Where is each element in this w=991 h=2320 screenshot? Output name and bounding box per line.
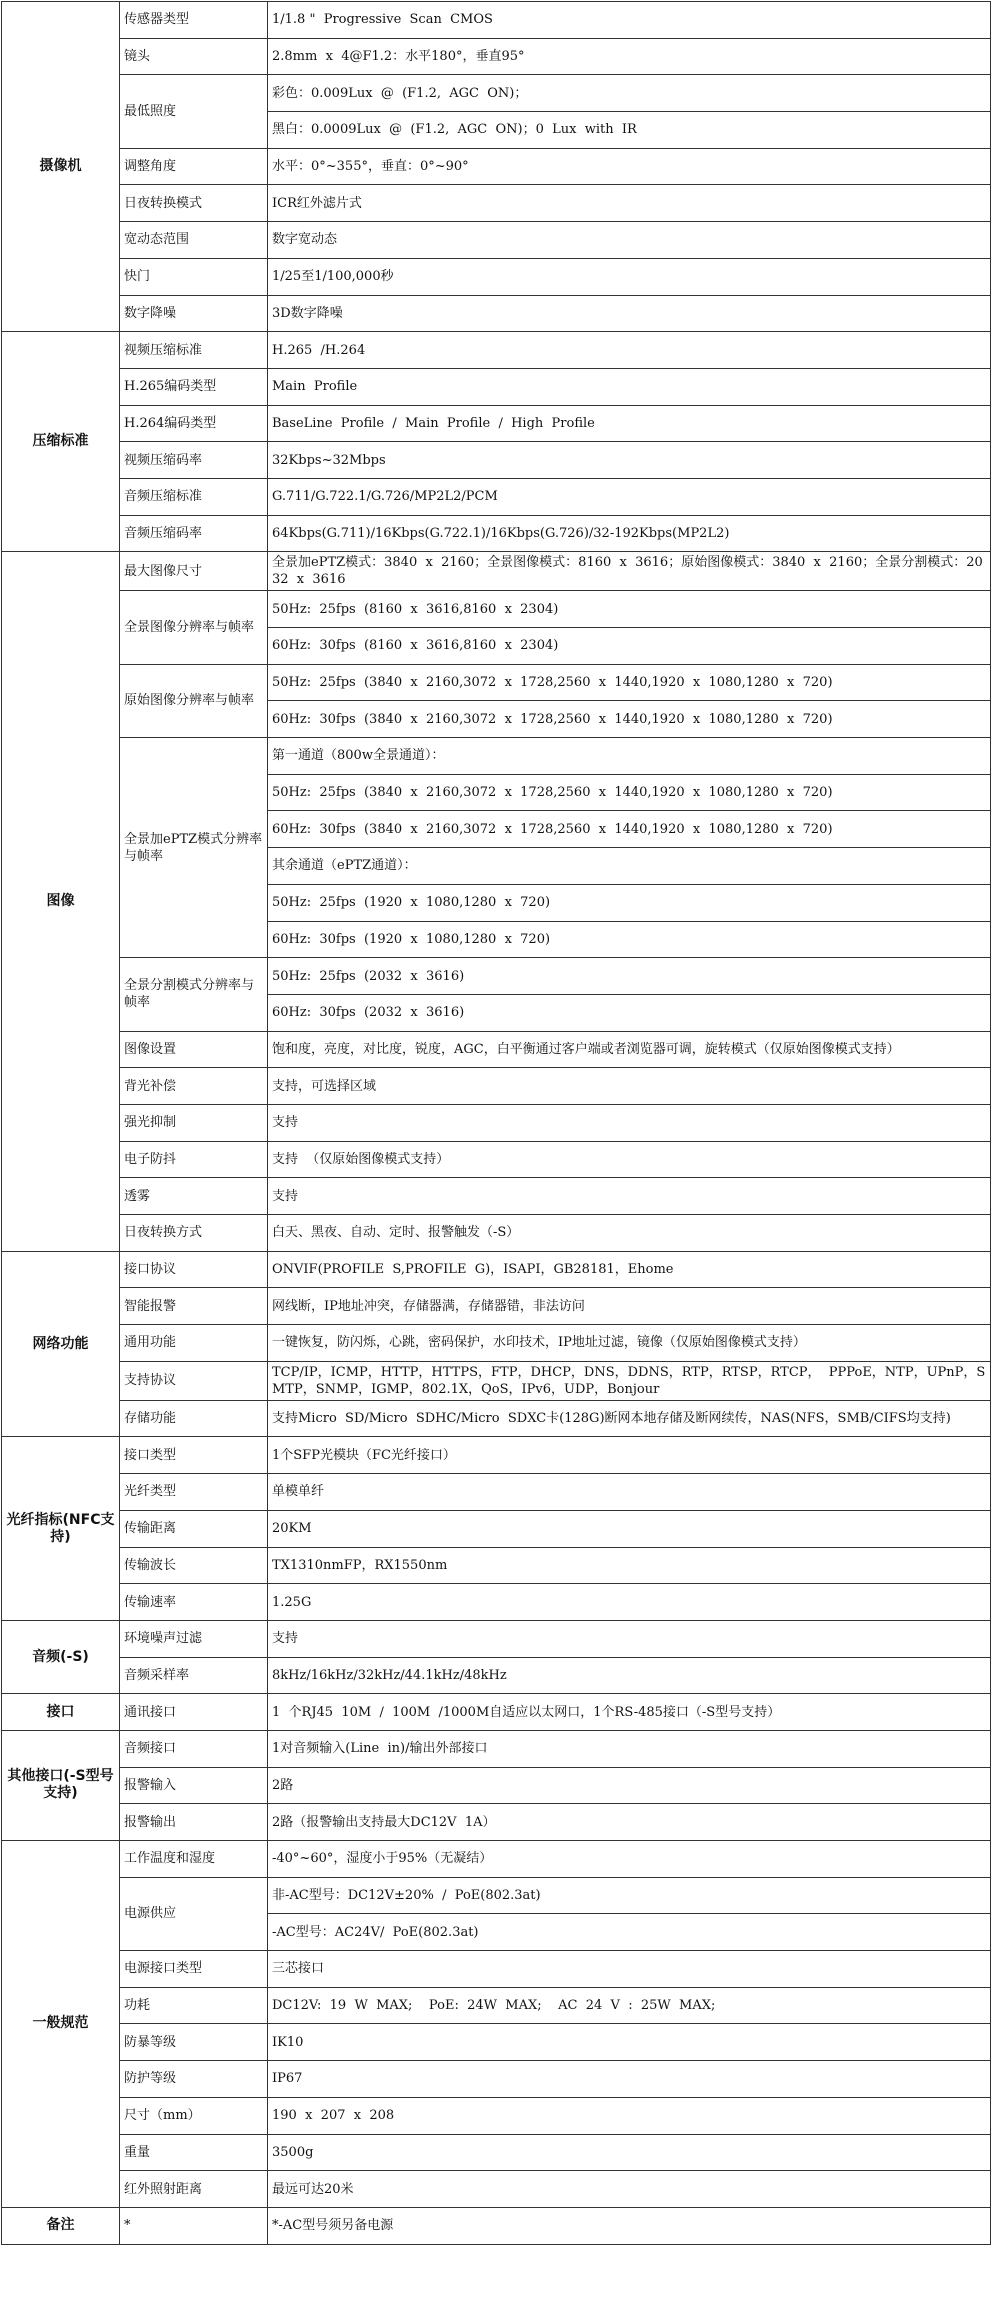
spec-row xyxy=(2,738,991,775)
spec-row xyxy=(2,1804,991,1841)
category-cell: 接口 xyxy=(2,1694,120,1731)
spec-value: ONVIF(PROFILE S,PROFILE G)，ISAPI，GB28181，Ehome xyxy=(268,1251,991,1288)
spec-value: 60Hz: 30fps (2032 x 3616) xyxy=(268,994,991,1031)
spec-label: 最大图像尺寸 xyxy=(120,552,268,591)
spec-row xyxy=(2,38,991,75)
spec-value: 1 个RJ45 10M / 100M /1000M自适应以太网口，1个RS-485接口（-S型号支持） xyxy=(268,1694,991,1731)
spec-row xyxy=(2,1767,991,1804)
spec-table xyxy=(1,1,991,2245)
spec-row xyxy=(2,591,991,628)
spec-value: -AC型号：AC24V/ PoE(802.3at) xyxy=(268,1914,991,1951)
spec-row xyxy=(2,1841,991,1878)
spec-value: 2路（报警输出支持最大DC12V 1A） xyxy=(268,1804,991,1841)
spec-value: IK10 xyxy=(268,2024,991,2061)
spec-row xyxy=(2,1584,991,1621)
spec-row xyxy=(2,2061,991,2098)
spec-label: 全景加ePTZ模式分辨率与帧率 xyxy=(120,738,268,958)
spec-label: 日夜转换模式 xyxy=(120,185,268,222)
spec-value: 2.8mm x 4@F1.2：水平180°，垂直95° xyxy=(268,38,991,75)
spec-value: 60Hz: 30fps (1920 x 1080,1280 x 720) xyxy=(268,921,991,958)
spec-value: 8kHz/16kHz/32kHz/44.1kHz/48kHz xyxy=(268,1657,991,1694)
spec-value: 32Kbps~32Mbps xyxy=(268,442,991,479)
spec-label: 电源接口类型 xyxy=(120,1951,268,1988)
spec-row xyxy=(2,1987,991,2024)
spec-value: 支持 xyxy=(268,1620,991,1657)
spec-row xyxy=(2,1877,991,1914)
spec-label: 音频压缩标准 xyxy=(120,478,268,515)
spec-label: 尺寸（mm） xyxy=(120,2097,268,2134)
spec-value: 支持Micro SD/Micro SDHC/Micro SDXC卡(128G)断网本地存储及断网续传，NAS(NFS，SMB/CIFS均支持) xyxy=(268,1400,991,1437)
spec-value: 白天、黑夜、自动、定时、报警触发（-S） xyxy=(268,1215,991,1252)
spec-label: 视频压缩码率 xyxy=(120,442,268,479)
spec-row xyxy=(2,295,991,332)
spec-row xyxy=(2,405,991,442)
spec-value: 数字宽动态 xyxy=(268,222,991,259)
spec-value: 50Hz: 25fps (2032 x 3616) xyxy=(268,958,991,995)
spec-label: 最低照度 xyxy=(120,75,268,148)
spec-value: 1/1.8 " Progressive Scan CMOS xyxy=(268,2,991,39)
spec-value: 非-AC型号：DC12V±20% / PoE(802.3at) xyxy=(268,1877,991,1914)
spec-value: 网线断，IP地址冲突，存储器满，存储器错，非法访问 xyxy=(268,1288,991,1325)
spec-value: 50Hz: 25fps (1920 x 1080,1280 x 720) xyxy=(268,884,991,921)
spec-value: TCP/IP，ICMP，HTTP，HTTPS，FTP，DHCP，DNS，DDNS，RTP，RTSP，RTCP， PPPoE，NTP，UPnP，SMTP，SNMP，IGMP，802.1X，QoS，IPv6，UDP，Bonjour xyxy=(268,1361,991,1400)
spec-value: Main Profile xyxy=(268,368,991,405)
spec-value: 全景加ePTZ模式：3840 x 2160；全景图像模式：8160 x 3616；原始图像模式：3840 x 2160；全景分割模式：2032 x 3616 xyxy=(268,552,991,591)
spec-label: 防暴等级 xyxy=(120,2024,268,2061)
spec-value: 1.25G xyxy=(268,1584,991,1621)
spec-value: 第一通道（800w全景通道）： xyxy=(268,738,991,775)
spec-row xyxy=(2,332,991,369)
spec-row xyxy=(2,1657,991,1694)
spec-row xyxy=(2,1620,991,1657)
spec-value: 60Hz: 30fps (3840 x 2160,3072 x 1728,2560 x 1440,1920 x 1080,1280 x 720) xyxy=(268,701,991,738)
spec-value: 饱和度，亮度，对比度，锐度，AGC，白平衡通过客户端或者浏览器可调，旋转模式（仅原始图像模式支持） xyxy=(268,1031,991,1068)
spec-value: G.711/G.722.1/G.726/MP2L2/PCM xyxy=(268,478,991,515)
spec-value: 1对音频输入(Line in)/输出外部接口 xyxy=(268,1730,991,1767)
spec-row xyxy=(2,2171,991,2208)
spec-row xyxy=(2,1400,991,1437)
spec-row xyxy=(2,1951,991,1988)
spec-value: 50Hz: 25fps (3840 x 2160,3072 x 1728,2560 x 1440,1920 x 1080,1280 x 720) xyxy=(268,664,991,701)
spec-label: 全景图像分辨率与帧率 xyxy=(120,591,268,664)
spec-value: 支持 xyxy=(268,1104,991,1141)
spec-value: 20KM xyxy=(268,1510,991,1547)
spec-row xyxy=(2,2,991,39)
spec-row xyxy=(2,1178,991,1215)
spec-row xyxy=(2,1437,991,1474)
spec-value: 3D数字降噪 xyxy=(268,295,991,332)
spec-label: 报警输入 xyxy=(120,1767,268,1804)
spec-label: 原始图像分辨率与帧率 xyxy=(120,664,268,737)
spec-label: 强光抑制 xyxy=(120,1104,268,1141)
spec-value: H.265 /H.264 xyxy=(268,332,991,369)
spec-row xyxy=(2,1361,991,1400)
spec-label: 音频采样率 xyxy=(120,1657,268,1694)
spec-row xyxy=(2,1141,991,1178)
spec-value: DC12V: 19 W MAX; PoE: 24W MAX; AC 24 V : 25W MAX; xyxy=(268,1987,991,2024)
spec-value: BaseLine Profile / Main Profile / High Profile xyxy=(268,405,991,442)
spec-row xyxy=(2,515,991,552)
spec-label: H.264编码类型 xyxy=(120,405,268,442)
spec-label: 报警输出 xyxy=(120,1804,268,1841)
category-cell: 光纤指标(NFC支持) xyxy=(2,1437,120,1620)
spec-value: 60Hz: 30fps (8160 x 3616,8160 x 2304) xyxy=(268,628,991,665)
spec-row xyxy=(2,185,991,222)
spec-row xyxy=(2,664,991,701)
spec-label: 传输距离 xyxy=(120,1510,268,1547)
spec-label: 传感器类型 xyxy=(120,2,268,39)
spec-value: 黑白：0.0009Lux @ (F1.2, AGC ON)；0 Lux with IR xyxy=(268,112,991,149)
spec-label: 存储功能 xyxy=(120,1400,268,1437)
spec-label: * xyxy=(120,2207,268,2244)
spec-value: 三芯接口 xyxy=(268,1951,991,1988)
spec-row xyxy=(2,1510,991,1547)
spec-value: 60Hz: 30fps (3840 x 2160,3072 x 1728,2560 x 1440,1920 x 1080,1280 x 720) xyxy=(268,811,991,848)
spec-label: 视频压缩标准 xyxy=(120,332,268,369)
spec-label: 通讯接口 xyxy=(120,1694,268,1731)
spec-value: TX1310nmFP，RX1550nm xyxy=(268,1547,991,1584)
spec-row xyxy=(2,442,991,479)
spec-label: 数字降噪 xyxy=(120,295,268,332)
spec-value: IP67 xyxy=(268,2061,991,2098)
spec-label: 重量 xyxy=(120,2134,268,2171)
spec-row xyxy=(2,1730,991,1767)
category-cell: 摄像机 xyxy=(2,2,120,332)
spec-row xyxy=(2,2097,991,2134)
spec-label: 接口类型 xyxy=(120,1437,268,1474)
spec-value: 水平：0°~355°，垂直：0°~90° xyxy=(268,148,991,185)
spec-row xyxy=(2,1694,991,1731)
spec-table-body xyxy=(2,2,991,2245)
spec-label: 工作温度和湿度 xyxy=(120,1841,268,1878)
spec-row xyxy=(2,1068,991,1105)
spec-value: 一键恢复，防闪烁，心跳，密码保护，水印技术，IP地址过滤，镜像（仅原始图像模式支持） xyxy=(268,1325,991,1362)
spec-label: 光纤类型 xyxy=(120,1474,268,1511)
spec-label: 镜头 xyxy=(120,38,268,75)
spec-value: 彩色：0.009Lux @ (F1.2, AGC ON)； xyxy=(268,75,991,112)
category-cell: 音频(-S) xyxy=(2,1620,120,1693)
spec-value: 2路 xyxy=(268,1767,991,1804)
spec-value: 单模单纤 xyxy=(268,1474,991,1511)
spec-row xyxy=(2,552,991,591)
spec-label: 透雾 xyxy=(120,1178,268,1215)
spec-value: 支持 xyxy=(268,1178,991,1215)
spec-row xyxy=(2,1288,991,1325)
spec-label: 通用功能 xyxy=(120,1325,268,1362)
spec-row xyxy=(2,1251,991,1288)
spec-label: 环境噪声过滤 xyxy=(120,1620,268,1657)
spec-label: 背光补偿 xyxy=(120,1068,268,1105)
spec-value: 支持，可选择区域 xyxy=(268,1068,991,1105)
spec-label: 宽动态范围 xyxy=(120,222,268,259)
spec-value: 50Hz: 25fps (8160 x 3616,8160 x 2304) xyxy=(268,591,991,628)
spec-row xyxy=(2,1547,991,1584)
spec-label: H.265编码类型 xyxy=(120,368,268,405)
spec-row xyxy=(2,148,991,185)
spec-label: 电源供应 xyxy=(120,1877,268,1950)
spec-row xyxy=(2,368,991,405)
spec-row xyxy=(2,222,991,259)
spec-row xyxy=(2,478,991,515)
spec-row xyxy=(2,958,991,995)
spec-row xyxy=(2,1474,991,1511)
spec-label: 音频接口 xyxy=(120,1730,268,1767)
spec-label: 传输波长 xyxy=(120,1547,268,1584)
category-cell: 一般规范 xyxy=(2,1841,120,2208)
spec-row xyxy=(2,1104,991,1141)
spec-label: 传输速率 xyxy=(120,1584,268,1621)
spec-row xyxy=(2,2134,991,2171)
spec-row xyxy=(2,2024,991,2061)
spec-row xyxy=(2,258,991,295)
spec-value: 64Kbps(G.711)/16Kbps(G.722.1)/16Kbps(G.726)/32-192Kbps(MP2L2) xyxy=(268,515,991,552)
spec-value: 190 x 207 x 208 xyxy=(268,2097,991,2134)
spec-label: 功耗 xyxy=(120,1987,268,2024)
spec-value: 1个SFP光模块（FC光纤接口） xyxy=(268,1437,991,1474)
spec-label: 电子防抖 xyxy=(120,1141,268,1178)
spec-value: 1/25至1/100,000秒 xyxy=(268,258,991,295)
spec-label: 全景分割模式分辨率与帧率 xyxy=(120,958,268,1031)
spec-label: 快门 xyxy=(120,258,268,295)
spec-row xyxy=(2,1031,991,1068)
spec-label: 防护等级 xyxy=(120,2061,268,2098)
spec-row xyxy=(2,1325,991,1362)
spec-label: 调整角度 xyxy=(120,148,268,185)
spec-value: 3500g xyxy=(268,2134,991,2171)
spec-value: *-AC型号须另备电源 xyxy=(268,2207,991,2244)
spec-label: 音频压缩码率 xyxy=(120,515,268,552)
category-cell: 图像 xyxy=(2,552,120,1251)
category-cell: 网络功能 xyxy=(2,1251,120,1437)
spec-value: ICR红外滤片式 xyxy=(268,185,991,222)
spec-label: 智能报警 xyxy=(120,1288,268,1325)
spec-label: 红外照射距离 xyxy=(120,2171,268,2208)
category-cell: 压缩标准 xyxy=(2,332,120,552)
spec-value: -40°~60°，湿度小于95%（无凝结） xyxy=(268,1841,991,1878)
spec-label: 日夜转换方式 xyxy=(120,1215,268,1252)
spec-label: 图像设置 xyxy=(120,1031,268,1068)
spec-value: 其余通道（ePTZ通道）： xyxy=(268,848,991,885)
spec-row xyxy=(2,75,991,112)
spec-row xyxy=(2,1215,991,1252)
spec-value: 支持 （仅原始图像模式支持） xyxy=(268,1141,991,1178)
spec-label: 接口协议 xyxy=(120,1251,268,1288)
spec-label: 支持协议 xyxy=(120,1361,268,1400)
spec-row xyxy=(2,2207,991,2244)
spec-value: 50Hz: 25fps (3840 x 2160,3072 x 1728,2560 x 1440,1920 x 1080,1280 x 720) xyxy=(268,774,991,811)
category-cell: 备注 xyxy=(2,2207,120,2244)
spec-value: 最远可达20米 xyxy=(268,2171,991,2208)
category-cell: 其他接口(-S型号支持) xyxy=(2,1730,120,1840)
